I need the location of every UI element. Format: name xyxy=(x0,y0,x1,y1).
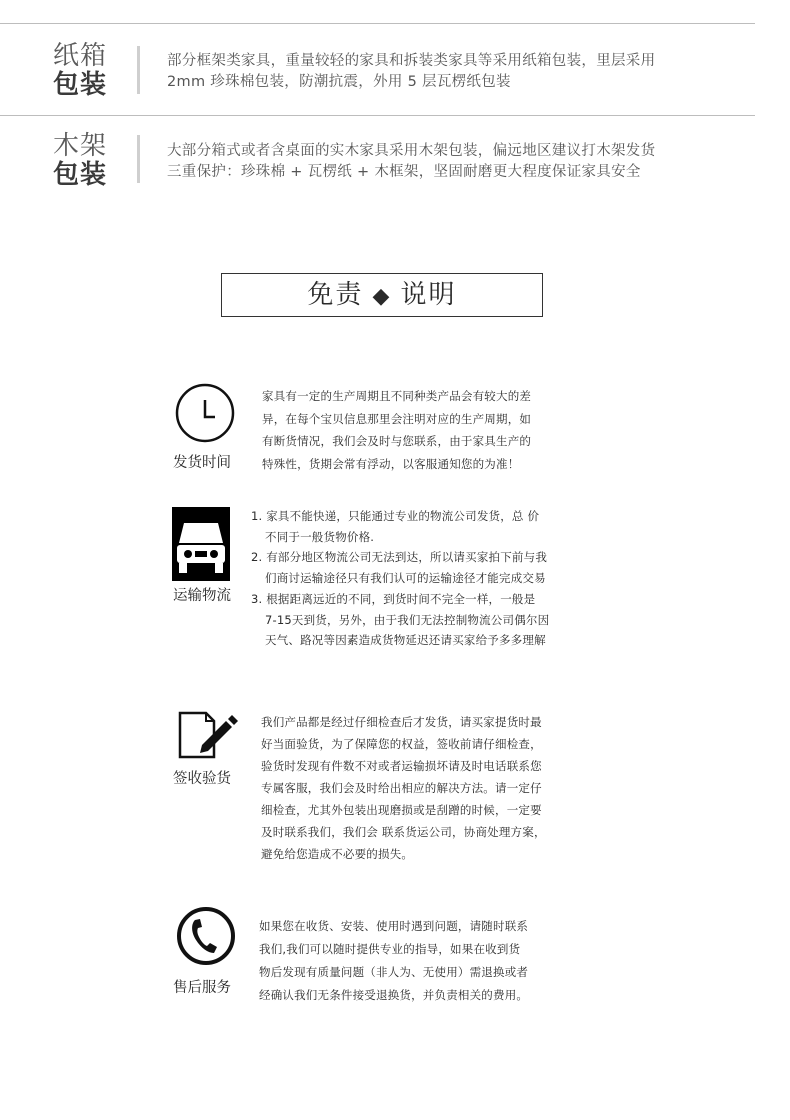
phone-icon xyxy=(176,906,236,966)
carton-title-line1: 纸箱 xyxy=(52,41,107,71)
after-sales-line: 如果您在收货、安装、使用时遇到问题，请随时联系 xyxy=(259,919,529,933)
delivery-line: 异，在每个宝贝信息那里会注明对应的生产周期，如 xyxy=(262,411,532,426)
logistics-line: 7-15天到货，另外，由于我们无法控制物流公司偶尔因 xyxy=(265,612,550,627)
logistics-text xyxy=(251,506,549,651)
diamond-icon: ◆ xyxy=(372,284,392,309)
logistics-line: 3. 根据距离远近的不同，到货时间不完全一样，一般是 xyxy=(251,591,536,606)
wood-title-line2: 包装 xyxy=(52,160,107,190)
delivery-time-label: 发货时间 xyxy=(173,455,231,471)
sign-line: 避免给您造成不必要的损失。 xyxy=(261,847,414,861)
sign-line: 我们产品都是经过仔细检查后才发货，请买家提货时最 xyxy=(261,715,542,729)
sign-inspect-label: 签收验货 xyxy=(173,771,231,787)
delivery-line: 家具有一定的生产周期且不同种类产品会有较大的差 xyxy=(262,389,532,403)
sign-line: 验货时发现有件数不对或者运输损坏请及时电话联系您 xyxy=(261,759,542,773)
logistics-line: 天气、路况等因素造成货物延迟还请买家给予多多理解 xyxy=(265,633,546,648)
logistics-line: 不同于一般货物价格. xyxy=(265,529,375,544)
after-sales-line: 经确认我们无条件接受退换货，并负责相关的费用。 xyxy=(259,988,529,1002)
logistics-line: 1. 家具不能快递，只能通过专业的物流公司发货，总 价 xyxy=(251,509,540,523)
disclaimer-heading xyxy=(221,273,543,317)
logistics-line: 们商讨运输途径只有我们认可的运输途径才能完成交易 xyxy=(265,571,546,586)
sign-inspect-text xyxy=(261,711,546,865)
carton-packaging-title xyxy=(50,42,110,100)
delivery-time-text xyxy=(262,385,531,475)
after-sales-label: 售后服务 xyxy=(173,980,231,996)
after-sales-line: 我们,我们可以随时提供专业的指导，如果在收到货 xyxy=(259,942,521,956)
disclaimer-heading-left: 免责 xyxy=(307,280,364,310)
carton-title-line2: 包装 xyxy=(52,70,107,100)
middle-divider xyxy=(0,115,755,116)
carton-packaging-text xyxy=(167,51,737,93)
wood-packaging-title xyxy=(50,132,110,190)
after-sales-line: 物后发现有质量问题（非人为、无使用）需退换或者 xyxy=(259,965,529,979)
logistics-label: 运输物流 xyxy=(173,588,231,604)
truck-icon xyxy=(172,507,230,581)
carton-text-line2: 2mm 珍珠棉包装，防潮抗震，外用 5 层瓦楞纸包装 xyxy=(167,74,511,90)
wood-title-line1: 木架 xyxy=(52,131,107,161)
clock-icon xyxy=(174,382,236,444)
disclaimer-heading-right: 说明 xyxy=(400,280,457,310)
wood-text-line1: 大部分箱式或者含桌面的实木家具采用木架包装，偏远地区建议打木架发货 xyxy=(167,143,656,159)
sign-line: 专属客服，我们会及时给出相应的解决方法。请一定仔 xyxy=(261,781,542,795)
sign-document-icon xyxy=(176,709,238,761)
sign-line: 细检查，尤其外包装出现磨损或是刮蹭的时候，一定要 xyxy=(261,803,542,817)
after-sales-text xyxy=(259,915,528,1007)
carton-text-line1: 部分框架类家具，重量较轻的家具和拆装类家具等采用纸箱包装，里层采用 xyxy=(167,53,656,69)
wood-packaging-text xyxy=(167,141,737,183)
logistics-line: 2. 有部分地区物流公司无法到达，所以请买家拍下前与我 xyxy=(251,550,548,565)
sign-line: 及时联系我们，我们会 联系货运公司，协商处理方案， xyxy=(261,825,546,839)
top-divider xyxy=(0,23,755,24)
delivery-line: 有断货情况，我们会及时与您联系，由于家具生产的 xyxy=(262,434,532,448)
wood-divider-bar xyxy=(137,135,140,183)
sign-line: 好当面验货，为了保障您的权益，签收前请仔细检查， xyxy=(261,737,542,751)
carton-divider-bar xyxy=(137,46,140,94)
wood-text-line2: 三重保护：珍珠棉 + 瓦楞纸 + 木框架，坚固耐磨更大程度保证家具安全 xyxy=(167,164,641,180)
delivery-line: 特殊性，货期会常有浮动，以客服通知您的为准！ xyxy=(262,456,520,471)
